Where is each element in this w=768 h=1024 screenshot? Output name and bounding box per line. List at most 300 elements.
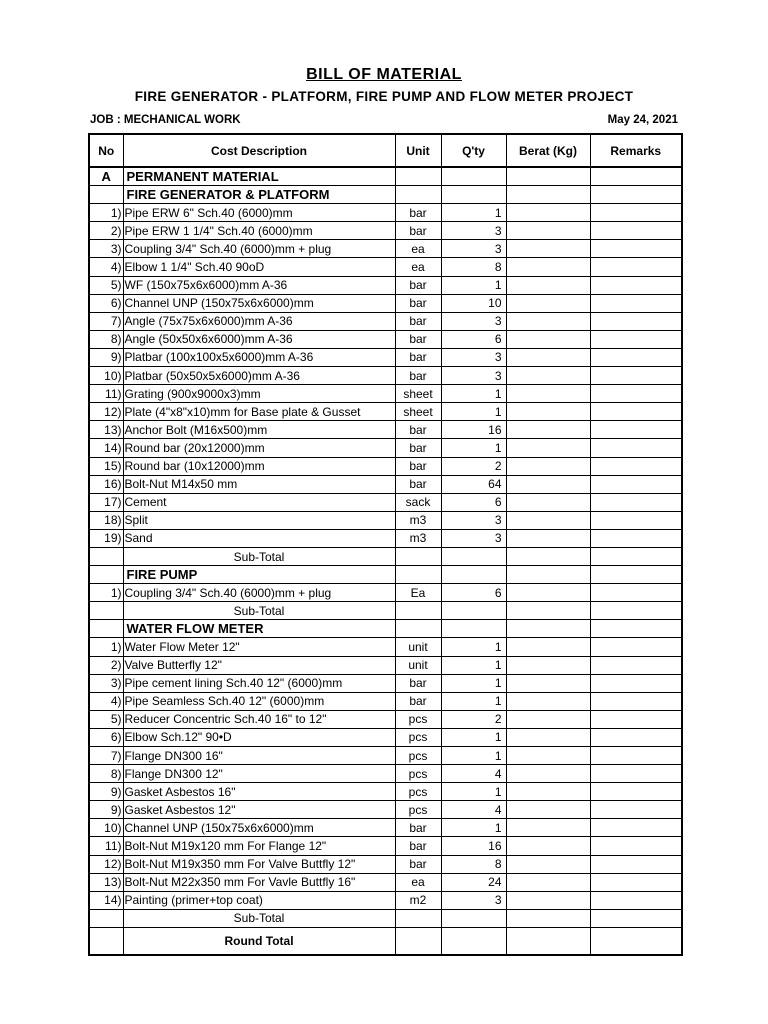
item-remarks	[590, 891, 682, 909]
empty-cell	[395, 547, 441, 565]
table-row	[89, 312, 682, 330]
item-number: 3)	[89, 240, 123, 258]
item-weight	[506, 638, 590, 656]
item-quantity: 1	[441, 728, 506, 746]
item-weight	[506, 801, 590, 819]
round-total-row	[89, 927, 682, 955]
item-quantity: 8	[441, 258, 506, 276]
item-description: Round bar (10x12000)mm	[123, 457, 395, 475]
item-number: 18)	[89, 511, 123, 529]
table-row	[89, 511, 682, 529]
item-weight	[506, 728, 590, 746]
item-description: Round bar (20x12000)mm	[123, 439, 395, 457]
item-weight	[506, 294, 590, 312]
item-description: Reducer Concentric Sch.40 16" to 12"	[123, 710, 395, 728]
item-unit: pcs	[395, 728, 441, 746]
table-row	[89, 765, 682, 783]
item-unit: ea	[395, 258, 441, 276]
item-number: 19)	[89, 529, 123, 547]
item-remarks	[590, 529, 682, 547]
item-remarks	[590, 258, 682, 276]
item-remarks	[590, 819, 682, 837]
empty-cell	[395, 566, 441, 584]
item-quantity: 3	[441, 348, 506, 366]
item-number: 2)	[89, 656, 123, 674]
item-remarks	[590, 656, 682, 674]
item-weight	[506, 837, 590, 855]
table-row	[89, 294, 682, 312]
header-qty: Q'ty	[441, 134, 506, 167]
header-berat: Berat (Kg)	[506, 134, 590, 167]
item-description: Valve Butterfly 12"	[123, 656, 395, 674]
item-remarks	[590, 638, 682, 656]
item-unit: m3	[395, 529, 441, 547]
item-remarks	[590, 747, 682, 765]
empty-cell	[89, 909, 123, 927]
item-number: 5)	[89, 710, 123, 728]
item-description: Pipe Seamless Sch.40 12" (6000)mm	[123, 692, 395, 710]
item-quantity: 1	[441, 747, 506, 765]
item-number: 9)	[89, 348, 123, 366]
item-weight	[506, 385, 590, 403]
table-row	[89, 837, 682, 855]
item-quantity: 6	[441, 584, 506, 602]
item-number: 2)	[89, 222, 123, 240]
subtotal-row	[89, 909, 682, 927]
empty-cell	[506, 927, 590, 955]
item-remarks	[590, 367, 682, 385]
item-number: 4)	[89, 258, 123, 276]
empty-cell	[506, 620, 590, 638]
item-remarks	[590, 855, 682, 873]
empty-cell	[441, 927, 506, 955]
item-description: Anchor Bolt (M16x500)mm	[123, 421, 395, 439]
group-title: WATER FLOW METER	[123, 620, 395, 638]
item-remarks	[590, 837, 682, 855]
item-weight	[506, 747, 590, 765]
item-description: Channel UNP (150x75x6x6000)mm	[123, 294, 395, 312]
item-weight	[506, 529, 590, 547]
table-row	[89, 204, 682, 222]
item-remarks	[590, 276, 682, 294]
item-remarks	[590, 330, 682, 348]
item-description: Flange DN300 12"	[123, 765, 395, 783]
table-row	[89, 276, 682, 294]
item-number: 15)	[89, 457, 123, 475]
item-remarks	[590, 385, 682, 403]
item-quantity: 2	[441, 457, 506, 475]
item-unit: bar	[395, 837, 441, 855]
item-remarks	[590, 457, 682, 475]
group-title-row	[89, 620, 682, 638]
item-number: 7)	[89, 312, 123, 330]
item-weight	[506, 348, 590, 366]
item-number: 14)	[89, 891, 123, 909]
empty-cell	[89, 927, 123, 955]
item-unit: bar	[395, 330, 441, 348]
item-unit: pcs	[395, 783, 441, 801]
item-number: 1)	[89, 638, 123, 656]
empty-cell	[89, 620, 123, 638]
item-remarks	[590, 240, 682, 258]
item-unit: m3	[395, 511, 441, 529]
item-quantity: 1	[441, 638, 506, 656]
item-weight	[506, 439, 590, 457]
item-description: Elbow 1 1/4" Sch.40 90oD	[123, 258, 395, 276]
document-title: BILL OF MATERIAL	[306, 66, 462, 83]
group-title-row	[89, 186, 682, 204]
item-number: 4)	[89, 692, 123, 710]
table-row	[89, 801, 682, 819]
item-quantity: 24	[441, 873, 506, 891]
item-unit: bar	[395, 819, 441, 837]
item-quantity: 3	[441, 891, 506, 909]
header-no: No	[89, 134, 123, 167]
item-weight	[506, 819, 590, 837]
table-row	[89, 710, 682, 728]
item-unit: sheet	[395, 403, 441, 421]
item-weight	[506, 240, 590, 258]
item-unit: bar	[395, 294, 441, 312]
table-row	[89, 891, 682, 909]
empty-cell	[89, 602, 123, 620]
item-remarks	[590, 475, 682, 493]
item-quantity: 1	[441, 783, 506, 801]
item-description: Painting (primer+top coat)	[123, 891, 395, 909]
item-quantity: 1	[441, 204, 506, 222]
item-remarks	[590, 403, 682, 421]
group-title: FIRE GENERATOR & PLATFORM	[123, 186, 395, 204]
table-row	[89, 728, 682, 746]
item-unit: bar	[395, 348, 441, 366]
item-unit: bar	[395, 692, 441, 710]
header-unit: Unit	[395, 134, 441, 167]
item-weight	[506, 674, 590, 692]
table-row	[89, 240, 682, 258]
item-number: 6)	[89, 728, 123, 746]
empty-cell	[590, 602, 682, 620]
item-description: Gasket Asbestos 16"	[123, 783, 395, 801]
empty-cell	[506, 186, 590, 204]
item-unit: bar	[395, 855, 441, 873]
item-weight	[506, 258, 590, 276]
item-remarks	[590, 348, 682, 366]
item-unit: bar	[395, 367, 441, 385]
document-subtitle: FIRE GENERATOR - PLATFORM, FIRE PUMP AND FLOW METER PROJECT	[134, 89, 634, 104]
empty-cell	[590, 547, 682, 565]
item-number: 8)	[89, 330, 123, 348]
item-unit: unit	[395, 638, 441, 656]
item-quantity: 2	[441, 710, 506, 728]
item-quantity: 1	[441, 276, 506, 294]
empty-cell	[506, 909, 590, 927]
item-remarks	[590, 312, 682, 330]
item-unit: bar	[395, 222, 441, 240]
item-quantity: 1	[441, 692, 506, 710]
item-quantity: 1	[441, 385, 506, 403]
table-row	[89, 258, 682, 276]
item-quantity: 4	[441, 801, 506, 819]
empty-cell	[590, 186, 682, 204]
item-remarks	[590, 783, 682, 801]
item-remarks	[590, 511, 682, 529]
table-row	[89, 638, 682, 656]
item-weight	[506, 204, 590, 222]
item-unit: pcs	[395, 765, 441, 783]
item-unit: m2	[395, 891, 441, 909]
item-description: Pipe ERW 6" Sch.40 (6000)mm	[123, 204, 395, 222]
item-weight	[506, 855, 590, 873]
item-quantity: 16	[441, 421, 506, 439]
item-description: Bolt-Nut M22x350 mm For Vavle Buttfly 16"	[123, 873, 395, 891]
item-description: Platbar (50x50x5x6000)mm A-36	[123, 367, 395, 385]
table-header-row	[89, 134, 682, 167]
group-title-row	[89, 566, 682, 584]
item-quantity: 8	[441, 855, 506, 873]
item-quantity: 1	[441, 656, 506, 674]
subtotal-label: Sub-Total	[123, 602, 395, 620]
section-title: PERMANENT MATERIAL	[123, 167, 395, 186]
item-number: 5)	[89, 276, 123, 294]
item-weight	[506, 222, 590, 240]
item-unit: bar	[395, 439, 441, 457]
table-row	[89, 385, 682, 403]
item-remarks	[590, 873, 682, 891]
item-description: Gasket Asbestos 12"	[123, 801, 395, 819]
item-number: 12)	[89, 855, 123, 873]
empty-cell	[441, 547, 506, 565]
item-description: Coupling 3/4" Sch.40 (6000)mm + plug	[123, 240, 395, 258]
item-remarks	[590, 439, 682, 457]
item-description: Grating (900x9000x3)mm	[123, 385, 395, 403]
item-number: 17)	[89, 493, 123, 511]
round-total-label: Round Total	[123, 927, 395, 955]
empty-cell	[506, 566, 590, 584]
table-row	[89, 457, 682, 475]
item-description: Sand	[123, 529, 395, 547]
item-number: 16)	[89, 475, 123, 493]
item-number: 11)	[89, 385, 123, 403]
item-weight	[506, 493, 590, 511]
item-description: Channel UNP (150x75x6x6000)mm	[123, 819, 395, 837]
item-number: 10)	[89, 367, 123, 385]
item-number: 6)	[89, 294, 123, 312]
item-unit: ea	[395, 240, 441, 258]
item-description: Elbow Sch.12" 90•D	[123, 728, 395, 746]
item-description: Plate (4"x8"x10)mm for Base plate & Gusset	[123, 403, 395, 421]
item-quantity: 3	[441, 367, 506, 385]
item-description: Bolt-Nut M19x120 mm For Flange 12"	[123, 837, 395, 855]
item-unit: bar	[395, 674, 441, 692]
item-description: Pipe ERW 1 1/4" Sch.40 (6000)mm	[123, 222, 395, 240]
item-number: 10)	[89, 819, 123, 837]
item-number: 1)	[89, 204, 123, 222]
item-description: Angle (75x75x6x6000)mm A-36	[123, 312, 395, 330]
item-weight	[506, 765, 590, 783]
item-weight	[506, 511, 590, 529]
item-remarks	[590, 204, 682, 222]
item-quantity: 3	[441, 529, 506, 547]
item-number: 12)	[89, 403, 123, 421]
item-quantity: 16	[441, 837, 506, 855]
item-unit: pcs	[395, 710, 441, 728]
table-row	[89, 421, 682, 439]
item-description: Angle (50x50x6x6000)mm A-36	[123, 330, 395, 348]
item-remarks	[590, 765, 682, 783]
item-unit: bar	[395, 204, 441, 222]
item-number: 7)	[89, 747, 123, 765]
item-weight	[506, 891, 590, 909]
item-weight	[506, 873, 590, 891]
item-weight	[506, 403, 590, 421]
item-number: 8)	[89, 765, 123, 783]
empty-cell	[441, 186, 506, 204]
item-description: Platbar (100x100x5x6000)mm A-36	[123, 348, 395, 366]
item-description: Bolt-Nut M19x350 mm For Valve Buttfly 12"	[123, 855, 395, 873]
item-quantity: 10	[441, 294, 506, 312]
item-description: Split	[123, 511, 395, 529]
empty-cell	[590, 620, 682, 638]
table-row	[89, 855, 682, 873]
table-row	[89, 439, 682, 457]
item-weight	[506, 783, 590, 801]
item-description: Pipe cement lining Sch.40 12" (6000)mm	[123, 674, 395, 692]
item-unit: pcs	[395, 801, 441, 819]
item-number: 13)	[89, 873, 123, 891]
item-quantity: 4	[441, 765, 506, 783]
item-description: Water Flow Meter 12"	[123, 638, 395, 656]
item-description: WF (150x75x6x6000)mm A-36	[123, 276, 395, 294]
table-row	[89, 493, 682, 511]
table-row	[89, 819, 682, 837]
item-number: 3)	[89, 674, 123, 692]
item-quantity: 1	[441, 674, 506, 692]
item-unit: bar	[395, 276, 441, 294]
item-description: Coupling 3/4" Sch.40 (6000)mm + plug	[123, 584, 395, 602]
item-quantity: 3	[441, 240, 506, 258]
item-unit: ea	[395, 873, 441, 891]
table-row	[89, 403, 682, 421]
subtotal-row	[89, 602, 682, 620]
item-quantity: 1	[441, 439, 506, 457]
empty-cell	[395, 620, 441, 638]
item-remarks	[590, 584, 682, 602]
item-remarks	[590, 710, 682, 728]
item-number: 9)	[89, 801, 123, 819]
item-remarks	[590, 493, 682, 511]
group-title: FIRE PUMP	[123, 566, 395, 584]
empty-cell	[590, 927, 682, 955]
empty-cell	[441, 620, 506, 638]
item-number: 11)	[89, 837, 123, 855]
subtotal-row	[89, 547, 682, 565]
item-weight	[506, 421, 590, 439]
item-remarks	[590, 222, 682, 240]
empty-cell	[89, 547, 123, 565]
item-number: 14)	[89, 439, 123, 457]
item-remarks	[590, 801, 682, 819]
table-row	[89, 330, 682, 348]
table-row	[89, 692, 682, 710]
header-cost-description: Cost Description	[123, 134, 395, 167]
item-unit: bar	[395, 457, 441, 475]
table-row	[89, 222, 682, 240]
item-description: Bolt-Nut M14x50 mm	[123, 475, 395, 493]
table-row	[89, 656, 682, 674]
section-row	[89, 167, 682, 186]
empty-cell	[590, 909, 682, 927]
item-weight	[506, 312, 590, 330]
item-quantity: 3	[441, 222, 506, 240]
table-row	[89, 475, 682, 493]
table-row	[89, 584, 682, 602]
table-row	[89, 348, 682, 366]
document-date: May 24, 2021	[607, 114, 678, 126]
item-remarks	[590, 294, 682, 312]
empty-cell	[89, 566, 123, 584]
item-weight	[506, 276, 590, 294]
item-quantity: 1	[441, 403, 506, 421]
item-unit: pcs	[395, 747, 441, 765]
table-row	[89, 367, 682, 385]
empty-cell	[441, 566, 506, 584]
item-unit: unit	[395, 656, 441, 674]
item-weight	[506, 692, 590, 710]
header-remarks: Remarks	[590, 134, 682, 167]
table-row	[89, 873, 682, 891]
section-letter: A	[89, 167, 123, 186]
empty-cell	[89, 186, 123, 204]
item-weight	[506, 584, 590, 602]
table-row	[89, 674, 682, 692]
item-weight	[506, 475, 590, 493]
item-weight	[506, 710, 590, 728]
empty-cell	[395, 909, 441, 927]
item-quantity: 1	[441, 819, 506, 837]
item-number: 13)	[89, 421, 123, 439]
table-row	[89, 529, 682, 547]
item-quantity: 3	[441, 511, 506, 529]
item-number: 1)	[89, 584, 123, 602]
empty-cell	[395, 927, 441, 955]
empty-cell	[590, 566, 682, 584]
bill-of-material-table	[88, 133, 683, 956]
subtotal-label: Sub-Total	[123, 909, 395, 927]
item-quantity: 6	[441, 493, 506, 511]
subtotal-label: Sub-Total	[123, 547, 395, 565]
empty-cell	[395, 186, 441, 204]
item-weight	[506, 457, 590, 475]
empty-cell	[441, 909, 506, 927]
item-quantity: 64	[441, 475, 506, 493]
item-unit: bar	[395, 421, 441, 439]
job-label: JOB : MECHANICAL WORK	[90, 114, 241, 126]
item-unit: bar	[395, 312, 441, 330]
item-unit: sheet	[395, 385, 441, 403]
item-weight	[506, 330, 590, 348]
item-remarks	[590, 728, 682, 746]
empty-cell	[506, 602, 590, 620]
table-row	[89, 747, 682, 765]
empty-cell	[506, 547, 590, 565]
item-remarks	[590, 692, 682, 710]
item-unit: bar	[395, 475, 441, 493]
item-number: 9)	[89, 783, 123, 801]
table-row	[89, 783, 682, 801]
item-description: Cement	[123, 493, 395, 511]
item-remarks	[590, 421, 682, 439]
item-unit: Ea	[395, 584, 441, 602]
